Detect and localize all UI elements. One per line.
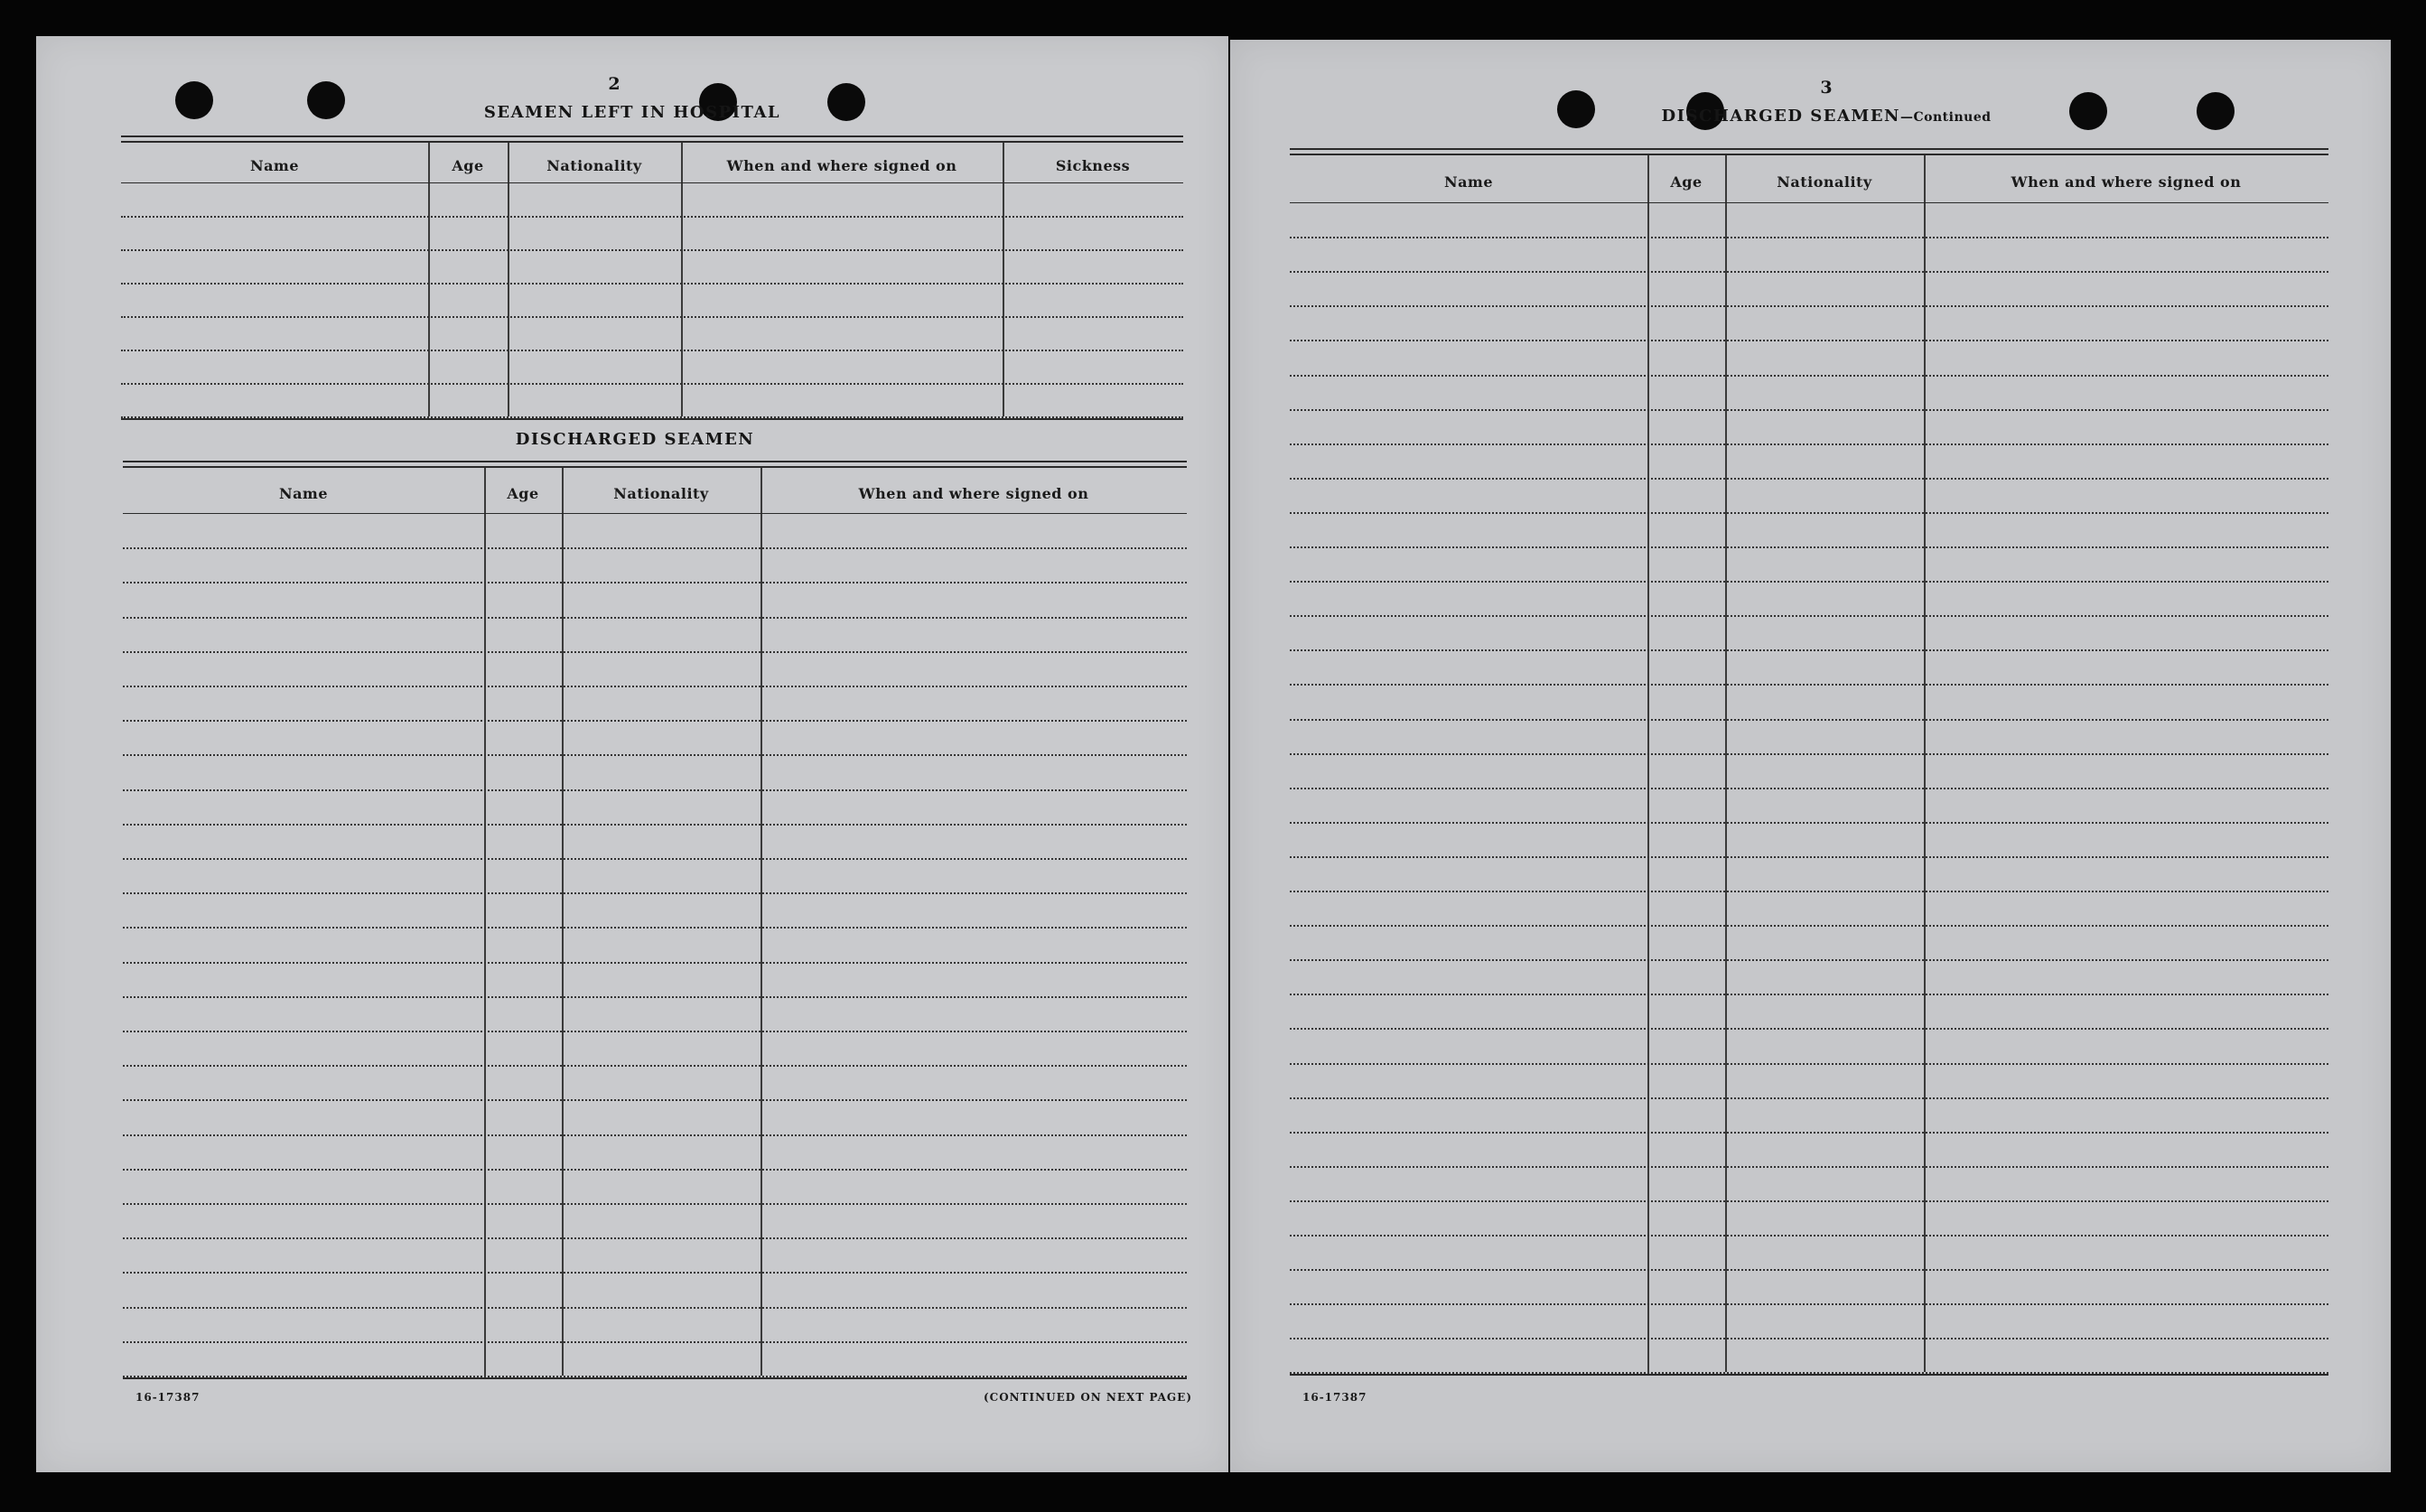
entry-line[interactable] <box>121 249 1183 251</box>
entry-line[interactable] <box>123 1031 1187 1032</box>
entry-line[interactable] <box>1290 478 2328 480</box>
entry-line[interactable] <box>123 789 1187 791</box>
table-top-rule <box>123 466 1187 468</box>
entry-line[interactable] <box>1290 994 2328 995</box>
entry-line[interactable] <box>1290 375 2328 377</box>
entry-line[interactable] <box>123 1272 1187 1274</box>
entry-line[interactable] <box>123 1169 1187 1171</box>
punch-hole-icon <box>175 81 213 119</box>
header-rule <box>121 182 1183 183</box>
entry-line[interactable] <box>1290 753 2328 755</box>
entry-line[interactable] <box>1290 1338 2328 1339</box>
entry-line[interactable] <box>121 283 1183 285</box>
column-header: Age <box>1670 173 1703 191</box>
entry-line[interactable] <box>123 1203 1187 1205</box>
entry-line[interactable] <box>1290 271 2328 273</box>
entry-line[interactable] <box>1290 788 2328 789</box>
entry-line[interactable] <box>1290 959 2328 961</box>
entry-line[interactable] <box>123 754 1187 756</box>
entry-line[interactable] <box>1290 856 2328 858</box>
column-divider <box>428 143 430 416</box>
entry-line[interactable] <box>1290 512 2328 514</box>
column-header: Nationality <box>613 485 709 502</box>
column-header: Nationality <box>546 157 642 174</box>
column-header: When and where signed on <box>726 157 957 174</box>
page-number: 2 <box>608 74 620 94</box>
right-page <box>1230 40 2391 1472</box>
section-title <box>1661 107 1991 126</box>
entry-line[interactable] <box>1290 409 2328 411</box>
entry-line[interactable] <box>121 350 1183 351</box>
entry-line[interactable] <box>123 1099 1187 1101</box>
table-top-rule <box>121 135 1183 137</box>
entry-line[interactable] <box>123 1065 1187 1067</box>
entry-line[interactable] <box>1290 1097 2328 1099</box>
entry-line[interactable] <box>1290 546 2328 548</box>
entry-line[interactable] <box>1290 1200 2328 1202</box>
column-header: When and where signed on <box>858 485 1089 502</box>
header-rule <box>1290 202 2328 203</box>
column-header: Name <box>249 157 300 174</box>
entry-line[interactable] <box>1290 581 2328 583</box>
punch-hole-icon <box>1557 90 1595 128</box>
page-number: 3 <box>1820 78 1833 98</box>
entry-line[interactable] <box>1290 719 2328 721</box>
entry-line[interactable] <box>121 316 1183 318</box>
table-bottom-rule <box>121 418 1183 420</box>
entry-line[interactable] <box>1290 1269 2328 1271</box>
form-number: 16-17387 <box>1302 1391 1367 1404</box>
entry-line[interactable] <box>123 858 1187 860</box>
entry-line[interactable] <box>123 651 1187 653</box>
column-header: When and where signed on <box>2011 173 2242 191</box>
section-title-suffix: —Continued <box>1900 110 1992 125</box>
entry-line[interactable] <box>1290 340 2328 341</box>
entry-line[interactable] <box>1290 822 2328 824</box>
punch-hole-icon <box>827 83 865 121</box>
column-header: Nationality <box>1777 173 1872 191</box>
entry-line[interactable] <box>123 1237 1187 1239</box>
entry-line[interactable] <box>1290 1235 2328 1237</box>
entry-line[interactable] <box>1290 1303 2328 1305</box>
table-top-rule <box>121 141 1183 143</box>
table-top-rule <box>1290 154 2328 155</box>
column-divider <box>508 143 509 416</box>
punch-hole-icon <box>307 81 345 119</box>
column-divider <box>681 143 683 416</box>
entry-line[interactable] <box>123 720 1187 722</box>
column-divider <box>1647 155 1649 1372</box>
punch-hole-icon <box>2069 92 2107 130</box>
entry-line[interactable] <box>121 383 1183 385</box>
discharged-section-title: DISCHARGED SEAMEN <box>515 430 755 449</box>
column-divider <box>1924 155 1926 1372</box>
continued-note: (CONTINUED ON NEXT PAGE) <box>983 1391 1192 1404</box>
entry-line[interactable] <box>123 582 1187 583</box>
entry-line[interactable] <box>1290 925 2328 927</box>
entry-line[interactable] <box>123 996 1187 998</box>
entry-line[interactable] <box>1290 1063 2328 1065</box>
entry-line[interactable] <box>1290 305 2328 307</box>
entry-line[interactable] <box>1290 1132 2328 1134</box>
entry-line[interactable] <box>123 1134 1187 1136</box>
column-divider <box>1725 155 1727 1372</box>
entry-line[interactable] <box>1290 1166 2328 1168</box>
entry-line[interactable] <box>1290 237 2328 238</box>
entry-line[interactable] <box>1290 684 2328 686</box>
entry-line[interactable] <box>123 927 1187 929</box>
table-top-rule <box>1290 148 2328 150</box>
column-header: Name <box>278 485 329 502</box>
entry-line[interactable] <box>123 962 1187 964</box>
table-bottom-rule <box>123 1377 1187 1379</box>
entry-line[interactable] <box>1290 891 2328 892</box>
entry-line[interactable] <box>1290 615 2328 617</box>
entry-line[interactable] <box>1290 649 2328 651</box>
form-number: 16-17387 <box>135 1391 201 1404</box>
column-header: Name <box>1443 173 1494 191</box>
column-divider <box>760 468 762 1376</box>
entry-line[interactable] <box>123 686 1187 687</box>
entry-line[interactable] <box>123 547 1187 549</box>
entry-line[interactable] <box>123 1341 1187 1343</box>
entry-line[interactable] <box>1290 443 2328 445</box>
column-divider <box>484 468 486 1376</box>
header-rule <box>123 513 1187 514</box>
column-divider <box>562 468 564 1376</box>
punch-hole-icon <box>2197 92 2235 130</box>
entry-line[interactable] <box>121 216 1183 218</box>
entry-line[interactable] <box>123 824 1187 826</box>
column-header: Age <box>452 157 484 174</box>
table-top-rule <box>123 461 1187 462</box>
section-title-main: DISCHARGED SEAMEN <box>1661 107 1901 126</box>
column-header: Age <box>507 485 539 502</box>
entry-line[interactable] <box>1290 1028 2328 1030</box>
column-header: Sickness <box>1055 157 1131 174</box>
entry-line[interactable] <box>123 892 1187 894</box>
table-bottom-rule <box>1290 1374 2328 1376</box>
left-page <box>36 36 1228 1472</box>
column-divider <box>1003 143 1004 416</box>
hospital-section-title: SEAMEN LEFT IN HOSPITAL <box>483 103 781 122</box>
entry-line[interactable] <box>123 1307 1187 1309</box>
entry-line[interactable] <box>123 617 1187 619</box>
